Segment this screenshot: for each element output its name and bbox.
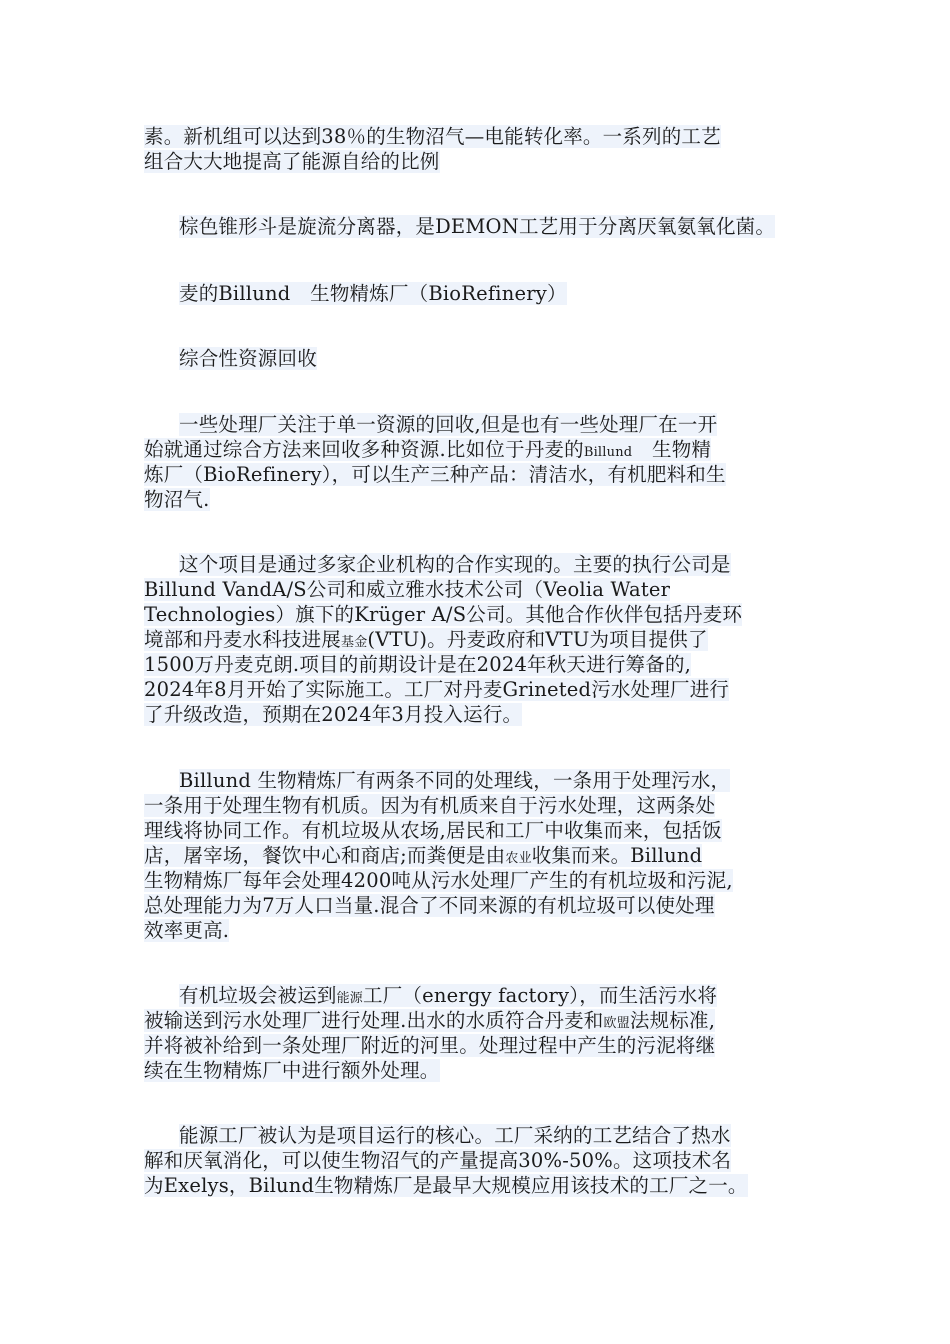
text-line: 生物精炼厂每年会处理4200吨从污水处理厂产生的有机垃圾和污泥, xyxy=(144,869,733,892)
text-line: 法规标准, xyxy=(629,1009,716,1032)
text-small: 基金 xyxy=(341,635,368,650)
text-line: 炼厂（BioRefinery），可以生产三种产品：清洁水，有机肥料和生 xyxy=(144,463,726,486)
paragraph-billund-title xyxy=(144,281,834,306)
text-small: 欧盟 xyxy=(603,1016,630,1031)
paragraph-exelys xyxy=(144,1123,834,1198)
paragraph-cyclone-separator xyxy=(144,214,834,239)
text-line: 2024年8月开始了实际施工。工厂对丹麦Grineted污水处理厂进行 xyxy=(144,678,730,701)
text-line: 收集而来。Billund xyxy=(531,844,703,867)
text-line: 为Exelys，Bilund生物精炼厂是最早大规模应用该技术的工厂之一。 xyxy=(144,1174,748,1197)
text-line: (VTU)。丹麦政府和VTU为项目提供了 xyxy=(367,628,708,651)
text-line: 总处理能力为7万人口当量.混合了不同来源的有机垃圾可以使处理 xyxy=(144,894,715,917)
paragraph-resource-recovery xyxy=(144,412,834,512)
text-small: 农业 xyxy=(505,851,532,866)
text-line: 一条用于处理生物有机质。因为有机质来自于污水处理，这两条处 xyxy=(144,794,716,817)
paragraph-project-partners xyxy=(144,552,834,727)
paragraph-energy-conversion xyxy=(144,124,834,174)
text-line: Billund VandA/S公司和威立雅水技术公司（Veolia Water xyxy=(144,578,671,601)
text-line: Technologies）旗下的Krüger A/S公司。其他合作伙伴包括丹麦环 xyxy=(144,603,743,626)
text-line: 麦的Billund 生物精炼厂（BioRefinery） xyxy=(179,282,567,305)
text-line: 了升级改造，预期在2024年3月投入运行。 xyxy=(144,703,523,726)
paragraph-treatment-lines xyxy=(144,768,834,943)
text-line: 理线将协同工作。有机垃圾从农场,居民和工厂中收集而来，包括饭 xyxy=(144,819,722,842)
text-line: 有机垃圾会被运到 xyxy=(179,984,337,1007)
section-heading xyxy=(144,346,834,371)
text-small: 能源 xyxy=(336,991,364,1006)
text-line: 始就通过综合方法来回收多种资源.比如位于丹麦的 xyxy=(144,438,584,461)
text-line: 生物精 xyxy=(632,438,712,461)
text-line: 店，屠宰场，餐饮中心和商店;而粪便是由 xyxy=(144,844,506,867)
text-line: 1500万丹麦克朗.项目的前期设计是在2024年秋天进行筹备的, xyxy=(144,653,692,676)
text-line: 境部和丹麦水科技进展 xyxy=(144,628,342,651)
text-line: 效率更高. xyxy=(144,919,230,942)
text-line: 一些处理厂关注于单一资源的回收,但是也有一些处理厂在一开 xyxy=(179,413,718,436)
text-line: 能源工厂被认为是项目运行的核心。工厂采纳的工艺结合了热水 xyxy=(179,1124,731,1147)
text-line: 这个项目是通过多家企业机构的合作实现的。主要的执行公司是 xyxy=(179,553,731,576)
text-small: Billund xyxy=(583,445,633,460)
text-line: Billund 生物精炼厂有两条不同的处理线，一条用于处理污水， xyxy=(179,769,731,792)
text-line: 棕色锥形斗是旋流分离器，是DEMON工艺用于分离厌氧氨氧化菌。 xyxy=(179,215,776,238)
text-line: 组合大大地提高了能源自给的比例 xyxy=(144,150,440,173)
text-line: 被输送到污水处理厂进行处理.出水的水质符合丹麦和 xyxy=(144,1009,604,1032)
text-line: 续在生物精炼厂中进行额外处理。 xyxy=(144,1059,440,1082)
text-line: 物沼气. xyxy=(144,488,210,511)
text-line: 素。新机组可以达到38％的生物沼气—电能转化率。一系列的工艺 xyxy=(144,125,721,148)
text-line: 工厂（energy factory），而生活污水将 xyxy=(363,984,718,1007)
heading-text: 综合性资源回收 xyxy=(179,347,317,370)
text-line: 解和厌氧消化，可以使生物沼气的产量提高30%-50%。这项技术名 xyxy=(144,1149,732,1172)
text-line: 并将被补给到一条处理厂附近的河里。处理过程中产生的污泥将继 xyxy=(144,1034,716,1057)
paragraph-energy-factory xyxy=(144,983,834,1083)
